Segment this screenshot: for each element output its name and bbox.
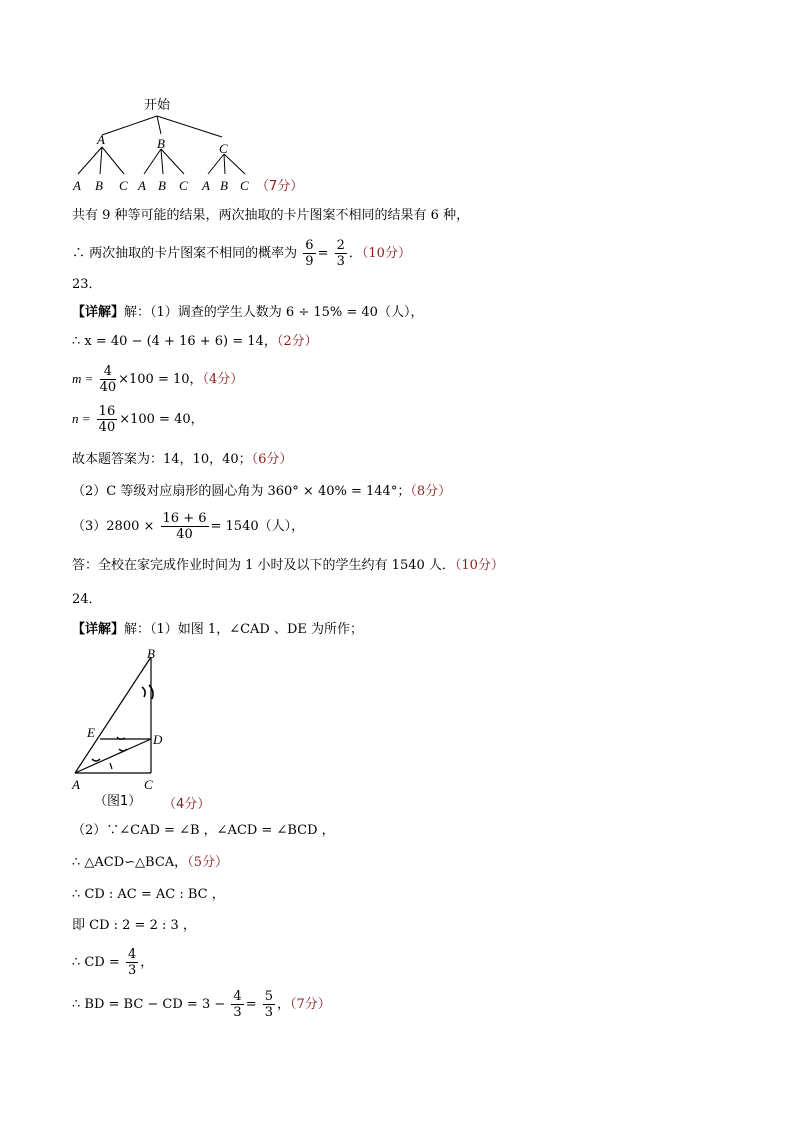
tree-leaf: B <box>220 178 228 193</box>
score-note: （8分） <box>410 484 452 499</box>
tree-leaf: C <box>240 178 249 193</box>
tree-node-a: A <box>97 132 105 147</box>
q24-line2: （2）∵∠CAD = ∠B ，∠ACD = ∠BCD ， <box>72 823 335 838</box>
score-note: （10分） <box>361 246 411 261</box>
tree-leaf: A <box>73 178 81 193</box>
q24-number: 24． <box>72 592 102 607</box>
q23-n-suffix: ×100 = 40， <box>119 412 204 427</box>
construction-tick <box>110 763 112 769</box>
fraction <box>335 238 347 269</box>
q23-m-prefix: m = <box>72 371 94 386</box>
score-note: （4分） <box>202 372 244 387</box>
fraction-denominator: 3 <box>233 1005 242 1020</box>
equals-sign: = <box>317 246 329 261</box>
point-label-a: A <box>72 777 80 792</box>
tree-leaf: B <box>95 178 103 193</box>
q24-line5: 即 CD : 2 = 2 : 3 ， <box>72 918 196 933</box>
q23-answer <box>72 558 504 574</box>
fraction-numerator: 6 <box>305 238 314 253</box>
construction-arc <box>92 759 100 761</box>
score-note: （6分） <box>251 452 293 467</box>
tree-leaf: B <box>158 178 166 193</box>
q23-line1 <box>72 305 423 321</box>
fraction <box>161 511 209 542</box>
fraction-denominator: 3 <box>127 963 137 978</box>
q23-line5-text: 故本题答案为：14，10，40； <box>72 452 252 467</box>
tree-leaf: C <box>119 178 128 193</box>
q23-line2-text: ∴ x = 40 − (4 + 16 + 6) = 14， <box>72 334 277 349</box>
q23-line6 <box>72 484 451 500</box>
q24-bd-line <box>72 989 331 1020</box>
fraction <box>231 989 243 1020</box>
q22-line1: 共有 9 种等可能的结果，两次抽取的卡片图案不相同的结果有 6 种， <box>72 208 470 223</box>
fraction-denominator: 9 <box>305 254 314 269</box>
q24-bd-suffix: ， <box>277 997 291 1012</box>
fraction <box>100 364 117 395</box>
q23-m-line <box>72 364 243 395</box>
point-label-e: E <box>87 725 95 740</box>
q23-number: 23． <box>72 277 102 292</box>
q24-cd-suffix: ， <box>140 955 154 970</box>
q23-n-prefix: n = <box>72 411 91 426</box>
fraction-denominator: 40 <box>98 420 116 435</box>
fraction-denominator: 40 <box>176 527 193 542</box>
q24-line4: ∴ CD : AC = AC : BC ， <box>72 887 225 902</box>
fraction-numerator: 4 <box>233 989 242 1004</box>
figure-score: （4分） <box>163 797 211 812</box>
tree-node-c: C <box>219 141 228 156</box>
fraction-numerator: 16 + 6 <box>162 511 207 526</box>
fraction-denominator: 3 <box>264 1005 274 1020</box>
tree-leaf: A <box>138 178 146 193</box>
fraction <box>263 989 275 1020</box>
construction-arc <box>117 737 125 739</box>
q23-n-line <box>72 404 204 435</box>
score-note: （2分） <box>276 334 318 349</box>
fraction-numerator: 5 <box>264 989 274 1004</box>
fraction <box>303 238 315 269</box>
tree-leaf: A <box>202 178 210 193</box>
tree-leaf: C <box>179 178 188 193</box>
q23-line2 <box>72 334 318 350</box>
q24-line1 <box>72 622 363 638</box>
q23-line5 <box>72 452 292 468</box>
equals-sign: = <box>245 997 257 1012</box>
q23-part3-prefix: （3）2800 × <box>72 519 155 534</box>
q24-cd-prefix: ∴ CD = <box>72 955 120 970</box>
q24-line3 <box>72 855 228 871</box>
score-note: （5分） <box>187 855 228 870</box>
figure-caption: （图1） <box>94 794 142 809</box>
point-label-c: C <box>144 777 153 792</box>
score-note: （7分） <box>290 997 331 1012</box>
fraction-numerator: 2 <box>336 238 345 253</box>
q24-line3-text: ∴ △ACD∽△BCA， <box>72 855 188 870</box>
q22-line2 <box>72 238 411 269</box>
fraction <box>126 947 138 978</box>
fraction-denominator: 3 <box>336 254 345 269</box>
fraction-denominator: 40 <box>99 380 117 395</box>
point-label-b: B <box>147 646 155 661</box>
tree-diagram <box>60 92 380 197</box>
tree-node-b: B <box>157 136 165 151</box>
tree-root-label: 开始 <box>143 98 171 113</box>
point-label-d: D <box>153 732 163 747</box>
q23-m-suffix: ×100 = 10， <box>118 372 203 387</box>
q23-part3-line <box>72 511 304 542</box>
construction-arc <box>142 687 145 697</box>
fraction-numerator: 4 <box>127 947 137 962</box>
fraction <box>97 404 118 435</box>
q24-line1-text: 解：（1）如图 1，∠CAD 、DE 为所作； <box>124 622 364 637</box>
q22-line2-end: ． <box>348 246 362 261</box>
q23-line1-text: 解：（1）调查的学生人数为 6 ÷ 15% = 40（人）， <box>124 305 424 320</box>
tree-score: （7分） <box>256 179 304 194</box>
q24-bd-prefix: ∴ BD = BC − CD = 3 − <box>72 997 226 1012</box>
detail-tag: 【详解】 <box>72 622 125 637</box>
fraction-numerator: 4 <box>100 364 117 380</box>
score-note: （10分） <box>454 558 504 573</box>
q23-line6-text: （2）C 等级对应扇形的圆心角为 360° × 40% = 144°； <box>72 484 411 499</box>
q23-part3-suffix: = 1540（人）， <box>210 519 305 534</box>
q24-cd-line <box>72 947 153 978</box>
detail-tag: 【详解】 <box>72 305 125 320</box>
q23-answer-text: 答：全校在家完成作业时间为 1 小时及以下的学生约有 1540 人． <box>72 558 455 573</box>
fraction-numerator: 16 <box>98 404 116 419</box>
q22-line2-prefix: ∴ 两次抽取的卡片图案不相同的概率为 <box>72 246 298 261</box>
triangle-figure <box>62 645 262 815</box>
construction-arc <box>119 749 127 751</box>
